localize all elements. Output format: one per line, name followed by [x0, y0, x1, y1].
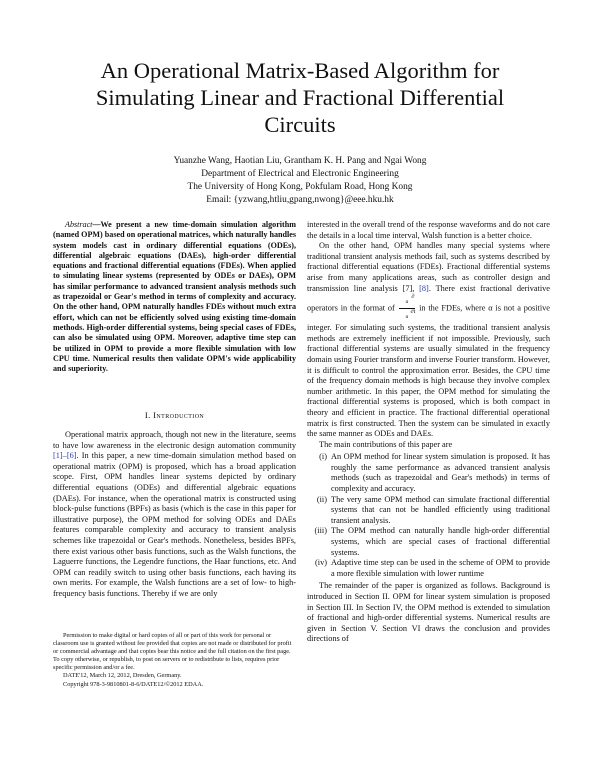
list-item-text: Adaptive time step can be used in the scheme of OPM to provide a more flexible simulation with lower runtime — [331, 558, 550, 578]
contributions-list — [307, 452, 550, 579]
list-item-text: The OPM method can naturally handle high-order differential systems, which are special cases of fractional differential systems. — [331, 526, 550, 557]
fde-paragraph — [307, 241, 550, 440]
citation-link[interactable]: [1]–[6] — [53, 451, 77, 461]
frac-num-exponent: α — [405, 300, 409, 306]
list-item-text: An OPM method for linear system simulation is proposed. It has roughly the same performance as advanced transient analysis methods (such as trapezoidal and Gear's methods) in terms of complexity and accuracy. — [331, 452, 550, 494]
left-column — [53, 220, 296, 600]
author-university: The University of Hong Kong, Pokfulam Road, Hong Kong — [187, 182, 413, 192]
intro-text-b: . In this paper, a new time-domain simulation method based on operational matrix (OPM) is proposed, which has a broad application scope. First, OPM handles linear systems depicted by ordinary differential equations (ODEs) and differential algebraic equations (DAEs). For instance, when the operational matrix is constructed using block-pulse functions (BPFs) as basis (which is the case in this paper for illustrative purpose), the OPM method for solving ODEs and DAEs features comparable complexity and accuracy to transient analysis schemes like trapezoidal or Gear's methods. Nonetheless, besides BPFs, there exist various other basis functions, such as the Walsh functions, the Laguerre functions, the Legendre functions, the Haar functions, etc. And OPM can readily switch to using other basis functions, each having its own merits. For example, the Walsh functions are a set of low- to high-frequency basis functions. Thereby if we are only — [53, 451, 296, 598]
copyright-footnote — [53, 632, 296, 689]
fractional-operator — [399, 294, 416, 323]
copyright-line: Copyright 978-3-9810801-8-6/DATE12/©2012 EDAA. — [63, 680, 204, 688]
conference-venue: DATE'12, March 12, 2012, Dresden, Germany. — [63, 672, 182, 680]
permission-notice: Permission to make digital or hard copies of all or part of this work for personal or classroom use is granted without fee provided that copies are not made or distributed for profit or commercial advantage and that copies bear this notice and the full citation on the first page. To copy otherwise, or republish, to post on servers or to redistribute to lists, requires prior specific permission and/or a fee. — [53, 632, 292, 672]
frac-numerator — [399, 294, 416, 308]
intro-paragraph — [53, 430, 296, 600]
list-item — [307, 452, 550, 494]
intro-text-a: Operational matrix approach, though not new in the literature, seems to have low awareness in the electronic design automation community — [53, 430, 296, 450]
fde-text-a: On the other hand, OPM handles many special systems where traditional transient analysis methods fail, such as systems described by fractional differential equations (FDEs). Fractional differential systems arise from many applications areas, such as controller design and transmission line analysis [7], — [307, 241, 550, 293]
list-item-number: (iv) — [315, 558, 327, 568]
section-heading-introduction: I. Introduction — [144, 410, 205, 421]
author-email: Email: {yzwang,htliu,gpang,nwong}@eee.hku.hk — [206, 195, 394, 205]
contributions-intro: The main contributions of this paper are — [319, 439, 453, 449]
paper-title: An Operational Matrix-Based Algorithm for Simulating Linear and Fractional Differential Circuits — [95, 58, 505, 137]
list-item — [307, 526, 550, 558]
list-item — [307, 558, 550, 579]
list-item-number: (ii) — [316, 494, 327, 504]
frac-den-symbol: ∂t — [410, 309, 416, 316]
body-paragraph: interested in the overall trend of the response waveforms and do not care the details in a local time interval, Walsh function is a better choice. — [307, 220, 550, 240]
frac-den-exponent: α — [405, 315, 409, 321]
list-item — [307, 495, 550, 527]
author-names: Yuanzhe Wang, Haotian Liu, Grantham K. H. Pang and Ngai Wong — [173, 156, 427, 166]
abstract-text: —We present a new time-domain simulation algorithm (named OPM) based on operational matrices, which naturally handles system models cast in ordinary differential equations (ODEs), differential algebraic equations (DAEs), high-order differential equations and fractional differential equations (FDEs). When applied to simulating linear systems (represented by ODEs or DAEs), OPM has similar performance to advanced transient analysis methods such as trapezoidal or Gear's method in terms of complexity and accuracy. On the other hand, OPM naturally handles FDEs without much extra effort, which can not be efficiently solved using existing time-domain methods. High-order differential systems, being special cases of FDEs, can also be simulated using OPM. Moreover, adaptive time step can be utilized in OPM to provide a more flexible simulation with low CPU time. Numerical results then validate OPM's wide applicability and superiority. — [53, 220, 296, 374]
abstract-label: Abstract — [65, 220, 93, 229]
fde-text-c: in the FDEs, where α is not a positive integer. For simulating such systems, the traditional transient analysis methods are extremely inefficient if not impossible. Previously, such fractional differential systems are usually simulated in the frequency domain using Fourier transform and inverse Fourier transform. However, it is difficult to control the approximation error. Besides, the CPU time of the frequency domain methods is high because they involve complex number arithmetic. In this paper, the OPM method for simulating the fractional differential systems is proposed, which is both compact in theory and efficient in practice. The fractional differential operational matrix is first constructed. Then the system can be simulated in exactly the same manner as ODEs and DAEs. — [307, 303, 550, 439]
list-item-number: (i) — [319, 452, 327, 462]
list-item-text: The very same OPM method can simulate fractional differential systems that can not be handled efficiently using traditional transient analysis. — [331, 494, 550, 525]
author-block — [60, 155, 540, 207]
abstract — [53, 220, 296, 374]
frac-num-symbol: ∂ — [411, 294, 415, 301]
fde-text-b: . There exist fractional derivative operators in the format of — [307, 283, 550, 313]
list-item-number: (iii) — [314, 526, 327, 536]
organization-paragraph: The remainder of the paper is organized as follows. Background is introduced in Section II. OPM for linear system simulation is proposed in Section III. In Section IV, the OPM method is extended to simulation of fractional and high-order differential systems. Numerical results are given in Section V. Section VI draws the conclusion and provides directions of — [307, 581, 550, 644]
author-department: Department of Electrical and Electronic Engineering — [201, 169, 399, 179]
citation-link[interactable]: [8] — [419, 283, 429, 293]
right-column — [307, 220, 550, 645]
frac-denominator — [399, 308, 416, 323]
